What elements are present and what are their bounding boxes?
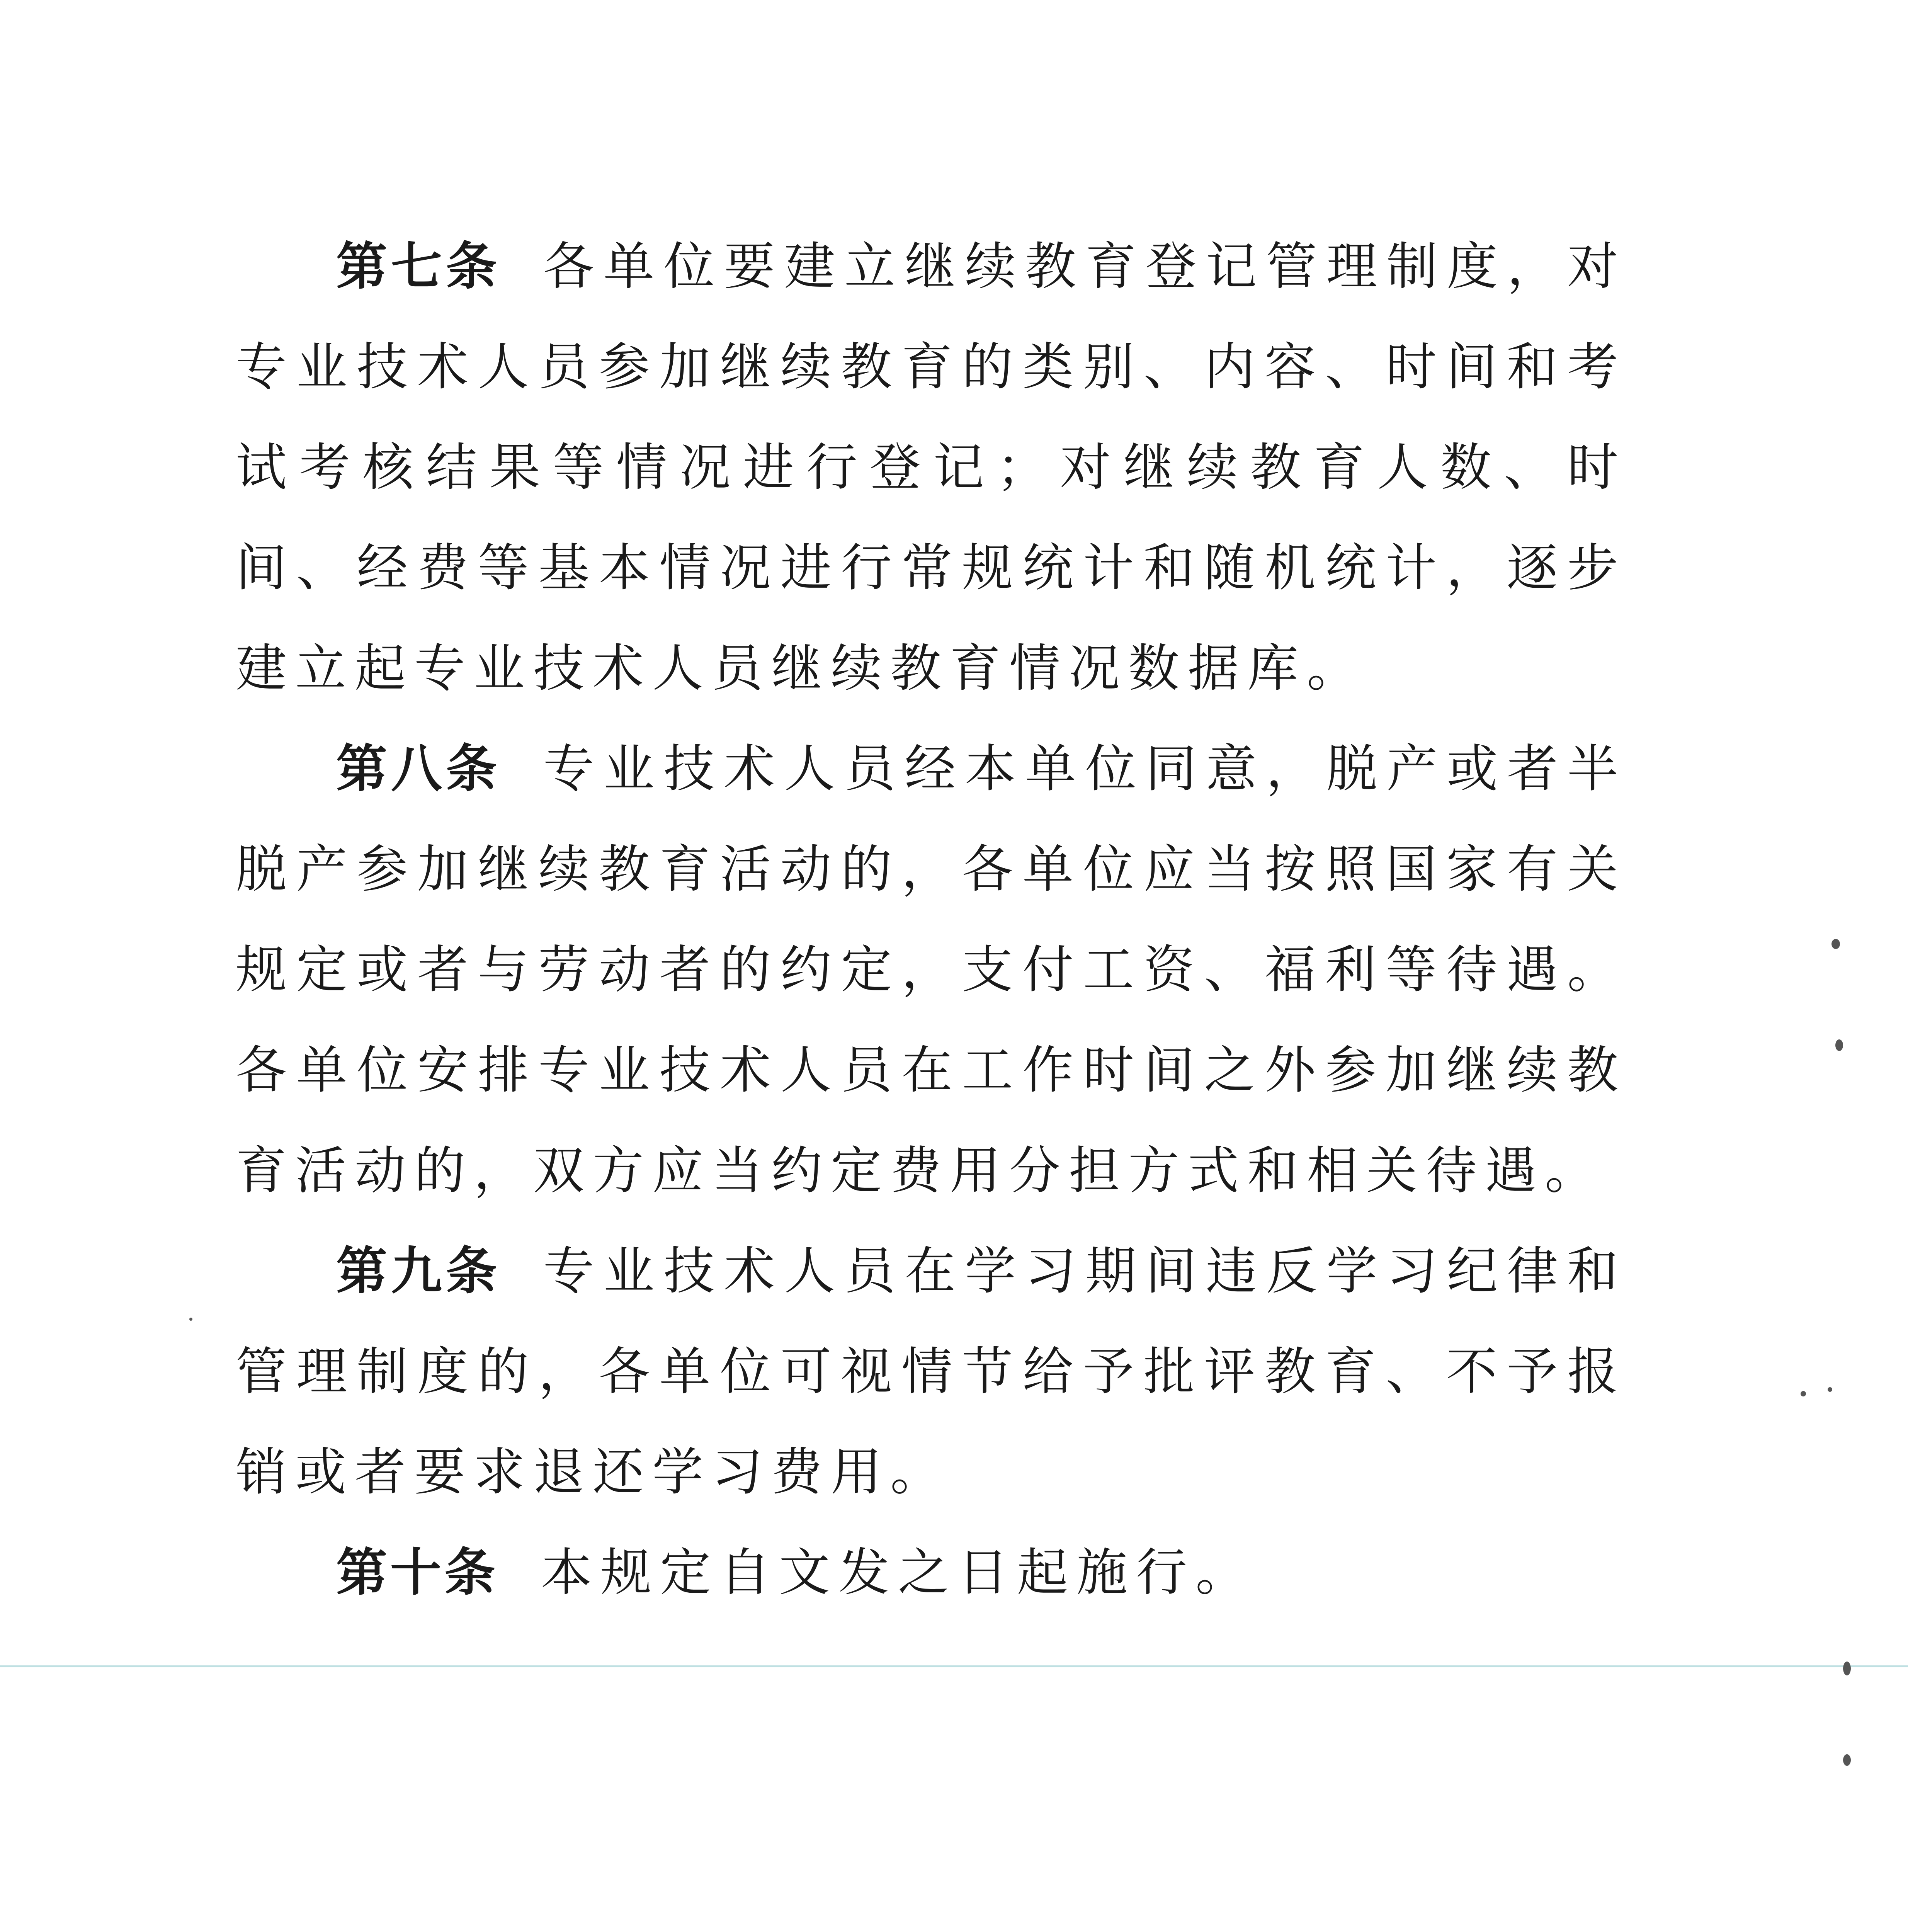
scan-speck [189,1318,192,1321]
article-text: 专业技术人员经本单位同意，脱产或者半脱产参加继续教育活动的，各单位应当按照国家有关规定或者与劳动者的约定，支付工资、福利等待遇。各单位安排专业技术人员在工作时间之外参加继续教育活动的，双方应当约定费用分担方式和相关待遇。 [236,739,1627,1201]
article-text: 专业技术人员在学习期间违反学习纪律和管理制度的，各单位可视情节给予批评教育、不予报销或者要求退还学习费用。 [236,1242,1627,1502]
scan-speck [1801,1391,1806,1396]
article-9 [236,1221,1627,1522]
fold-line [0,1665,1908,1667]
article-number: 第九条 [336,1242,501,1301]
article-number: 第八条 [336,739,501,799]
article-text: 各单位要建立继续教育登记管理制度，对专业技术人员参加继续教育的类别、内容、时间和考试考核结果等情况进行登记；对继续教育人数、时间、经费等基本情况进行常规统计和随机统计，逐步建立起专业技术人员继续教育情况数据库。 [236,237,1627,698]
article-number: 第十条 [336,1543,498,1602]
article-8 [236,719,1627,1221]
document-body [236,216,1627,1623]
scan-speck [1843,1662,1851,1675]
scan-speck [1828,1387,1832,1392]
article-7 [236,216,1627,719]
scan-speck [1843,1754,1851,1766]
scan-speck [1835,1039,1843,1051]
article-text: 本规定自文发之日起施行。 [541,1543,1255,1602]
scan-speck [1831,939,1840,949]
article-10 [236,1522,1627,1623]
article-number: 第七条 [336,237,501,296]
